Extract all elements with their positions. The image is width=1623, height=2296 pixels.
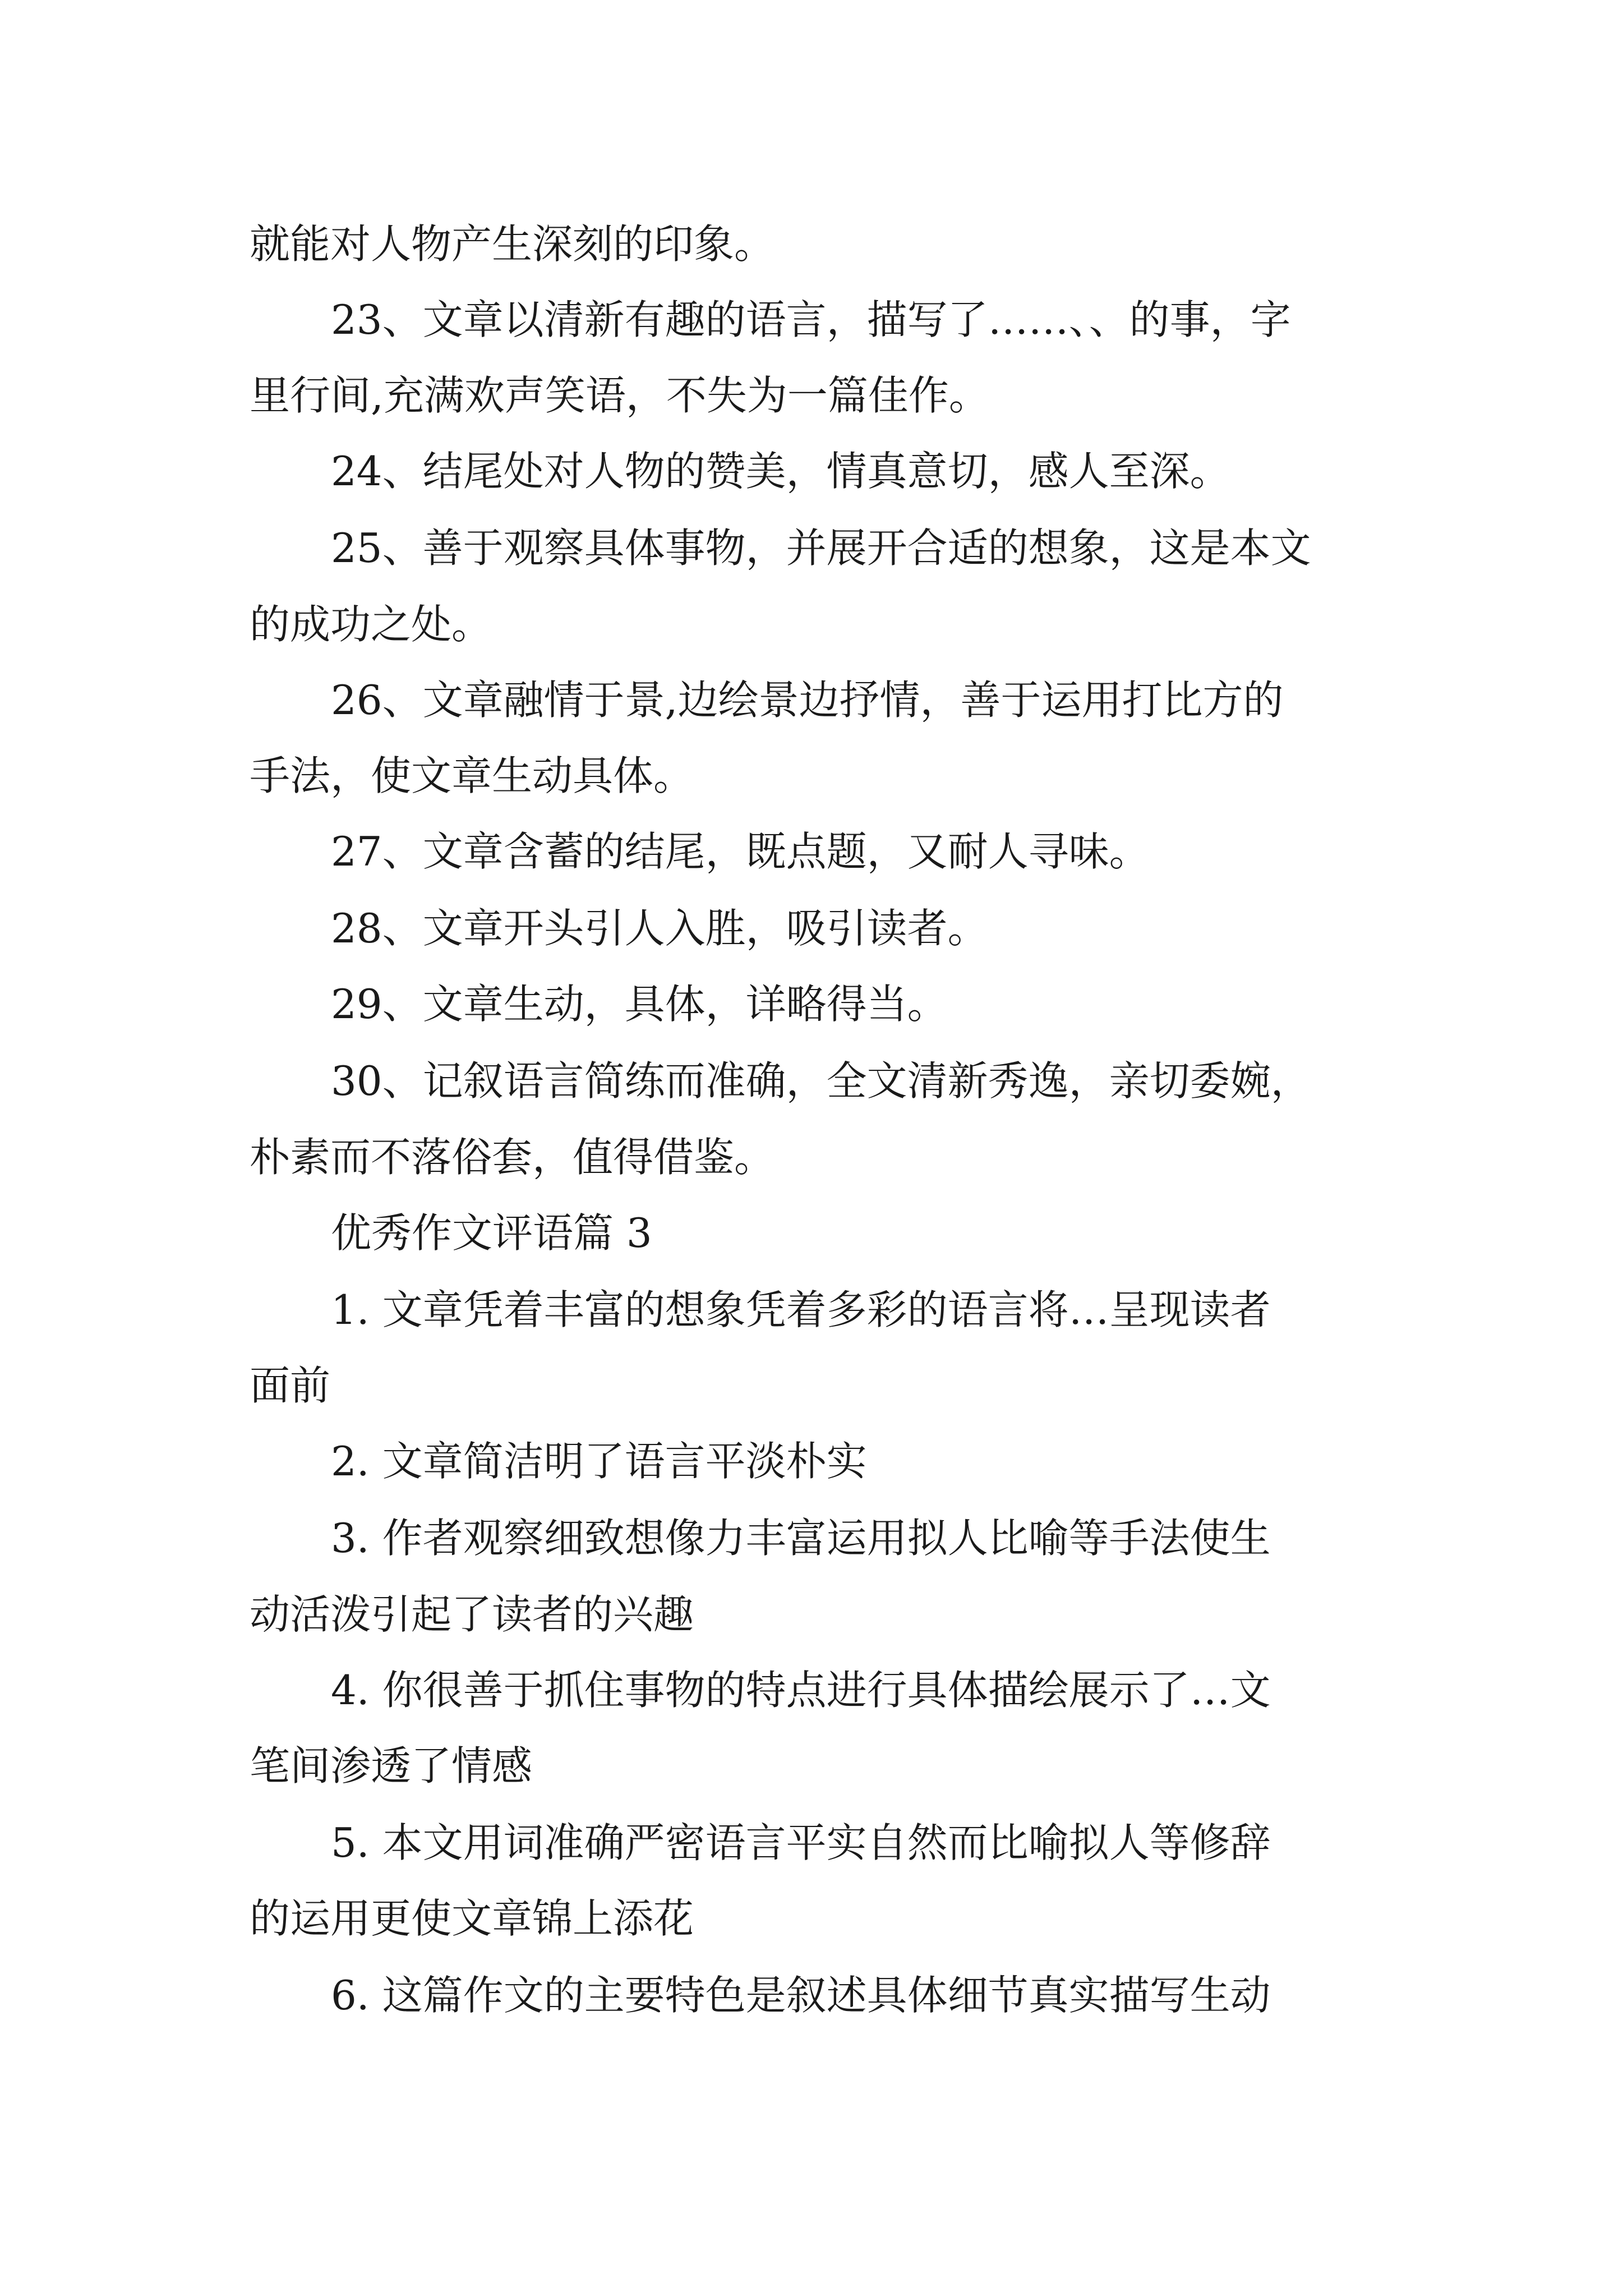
text-line: 2. 文章简洁明了语言平淡朴实: [331, 1438, 867, 1485]
text-line: 的成功之处。: [250, 601, 492, 648]
text-line: 就能对人物产生深刻的印象。: [250, 220, 775, 268]
text-line: 的运用更使文章锦上添花: [250, 1895, 694, 1942]
text-line: 30、记叙语言简练而准确，全文清新秀逸，亲切委婉，: [331, 1057, 1311, 1105]
text-line: 6. 这篇作文的主要特色是叙述具体细节真实描写生动: [331, 1972, 1271, 2019]
section-heading: 优秀作文评语篇 3: [331, 1209, 652, 1257]
text-line: 3. 作者观察细致想像力丰富运用拟人比喻等手法使生: [331, 1515, 1271, 1562]
text-line: 24、结尾处对人物的赞美，情真意切，感人至深。: [331, 448, 1230, 495]
text-line: 26、文章融情于景,边绘景边抒情，善于运用打比方的: [331, 677, 1284, 724]
text-line: 5. 本文用词准确严密语言平实自然而比喻拟人等修辞: [331, 1819, 1271, 1866]
text-line: 笔间渗透了情感: [250, 1742, 533, 1789]
text-line: 29、文章生动，具体，详略得当。: [331, 981, 948, 1028]
text-line: 手法，使文章生动具体。: [250, 752, 694, 799]
text-line: 4. 你很善于抓住事物的特点进行具体描绘展示了…文: [331, 1667, 1271, 1714]
text-line: 朴素而不落俗套，值得借鉴。: [250, 1134, 775, 1181]
text-line: 23、文章以清新有趣的语言，描写了……、、的事，字: [331, 296, 1291, 343]
text-line: 里行间,充满欢声笑语，不失为一篇佳作。: [250, 372, 989, 419]
text-line: 面前: [250, 1362, 331, 1409]
text-line: 动活泼引起了读者的兴趣: [250, 1591, 694, 1638]
text-line: 1. 文章凭着丰富的想象凭着多彩的语言将…呈现读者: [331, 1286, 1271, 1333]
text-line: 27、文章含蓄的结尾，既点题，又耐人寻味。: [331, 828, 1150, 875]
text-line: 25、善于观察具体事物，并展开合适的想象，这是本文: [331, 524, 1311, 572]
text-line: 28、文章开头引人入胜，吸引读者。: [331, 905, 988, 952]
